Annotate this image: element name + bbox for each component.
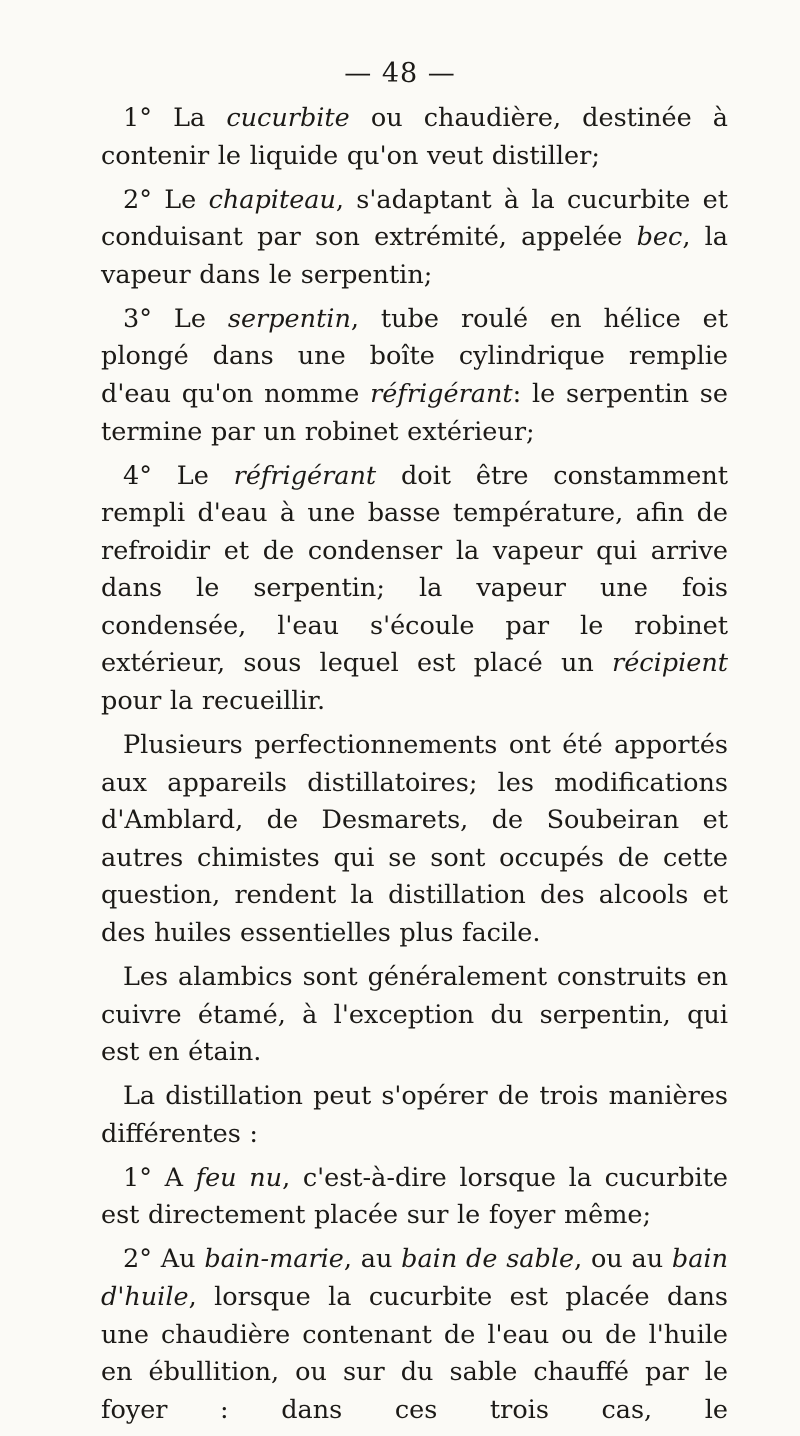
- text-run: 2° Au: [123, 1244, 205, 1275]
- text-run: , c'est-à-dire lorsque la cucurbite est directement placée sur le foyer même;: [101, 1162, 729, 1231]
- text-run: doit être constamment rempli d'eau à une basse température, afin de refroidir et de condenser la vapeur qui arrive dans le serpentin; la vapeur une fois condensée, l'eau s'écoule par le robinet extérieur, sous lequel est placé un: [101, 460, 729, 679]
- text-run: 1° A: [123, 1162, 196, 1193]
- text-run: 3° Le: [123, 303, 228, 334]
- text-run: , au: [343, 1244, 402, 1275]
- text-run: 2° Le: [123, 184, 209, 215]
- paragraph: [101, 458, 728, 721]
- italic-term: feu nu: [195, 1162, 283, 1193]
- text-run: : le serpentin se termine par un robinet extérieur;: [101, 378, 728, 447]
- italic-term: serpentin: [227, 303, 351, 334]
- italic-term: récipient: [612, 648, 728, 679]
- paragraph: [101, 100, 728, 175]
- italic-term: chapiteau: [208, 184, 336, 215]
- italic-term: réfrigérant: [233, 460, 377, 491]
- italic-term: bec: [636, 222, 683, 253]
- body-text: [101, 100, 728, 1436]
- italic-term: bain d'huile: [101, 1244, 728, 1312]
- paragraph: [101, 727, 728, 953]
- paragraph: [101, 1160, 728, 1235]
- text-run: 4° Le: [123, 460, 234, 491]
- paragraph: [101, 301, 728, 451]
- italic-term: bain de sable: [401, 1244, 575, 1275]
- text-run: , s'adaptant à la cucurbite et conduisant par son extrémité, appelée: [101, 184, 728, 253]
- text-run: 1° La: [123, 103, 227, 133]
- italic-term: cucurbite: [226, 103, 350, 133]
- italic-term: réfrigérant: [370, 378, 513, 409]
- paragraph: [101, 182, 728, 295]
- text-run: pour la recueillir.: [101, 686, 326, 717]
- text-run: Les alambics sont généralement construits en cuivre étamé, à l'exception du serpentin, qui est en étain.: [101, 962, 728, 1068]
- text-run: , tube roulé en hélice et plongé dans une boîte cylindrique remplie d'eau qu'on nomme: [101, 303, 728, 409]
- page-number: — 48 —: [344, 58, 456, 89]
- text-run: Plusieurs perfectionnements ont été apportés aux appareils distillatoires; les modifications d'Amblard, de Desmarets, de Soubeiran et autres chimistes qui se sont occupés de cette question, rendent la distillation des alcools et des huiles essentielles plus facile.: [101, 730, 728, 949]
- text-run: , lorsque la cucurbite est placée dans une chaudière contenant de l'eau ou de l'huile en ébullition, ou sur du sable chauffé par le foyer : dans ces trois cas, le: [101, 1281, 728, 1425]
- text-run: ou chaudière, destinée à contenir le liquide qu'on veut distiller;: [101, 103, 728, 171]
- italic-term: bain-marie: [204, 1244, 344, 1275]
- paragraph: [101, 1241, 728, 1429]
- text-run: , la vapeur dans le serpentin;: [101, 222, 728, 290]
- text-run: , ou au: [574, 1244, 672, 1275]
- paragraph: [101, 959, 728, 1072]
- paragraph: [101, 1078, 728, 1153]
- text-run: La distillation peut s'opérer de trois manières différentes :: [101, 1081, 728, 1149]
